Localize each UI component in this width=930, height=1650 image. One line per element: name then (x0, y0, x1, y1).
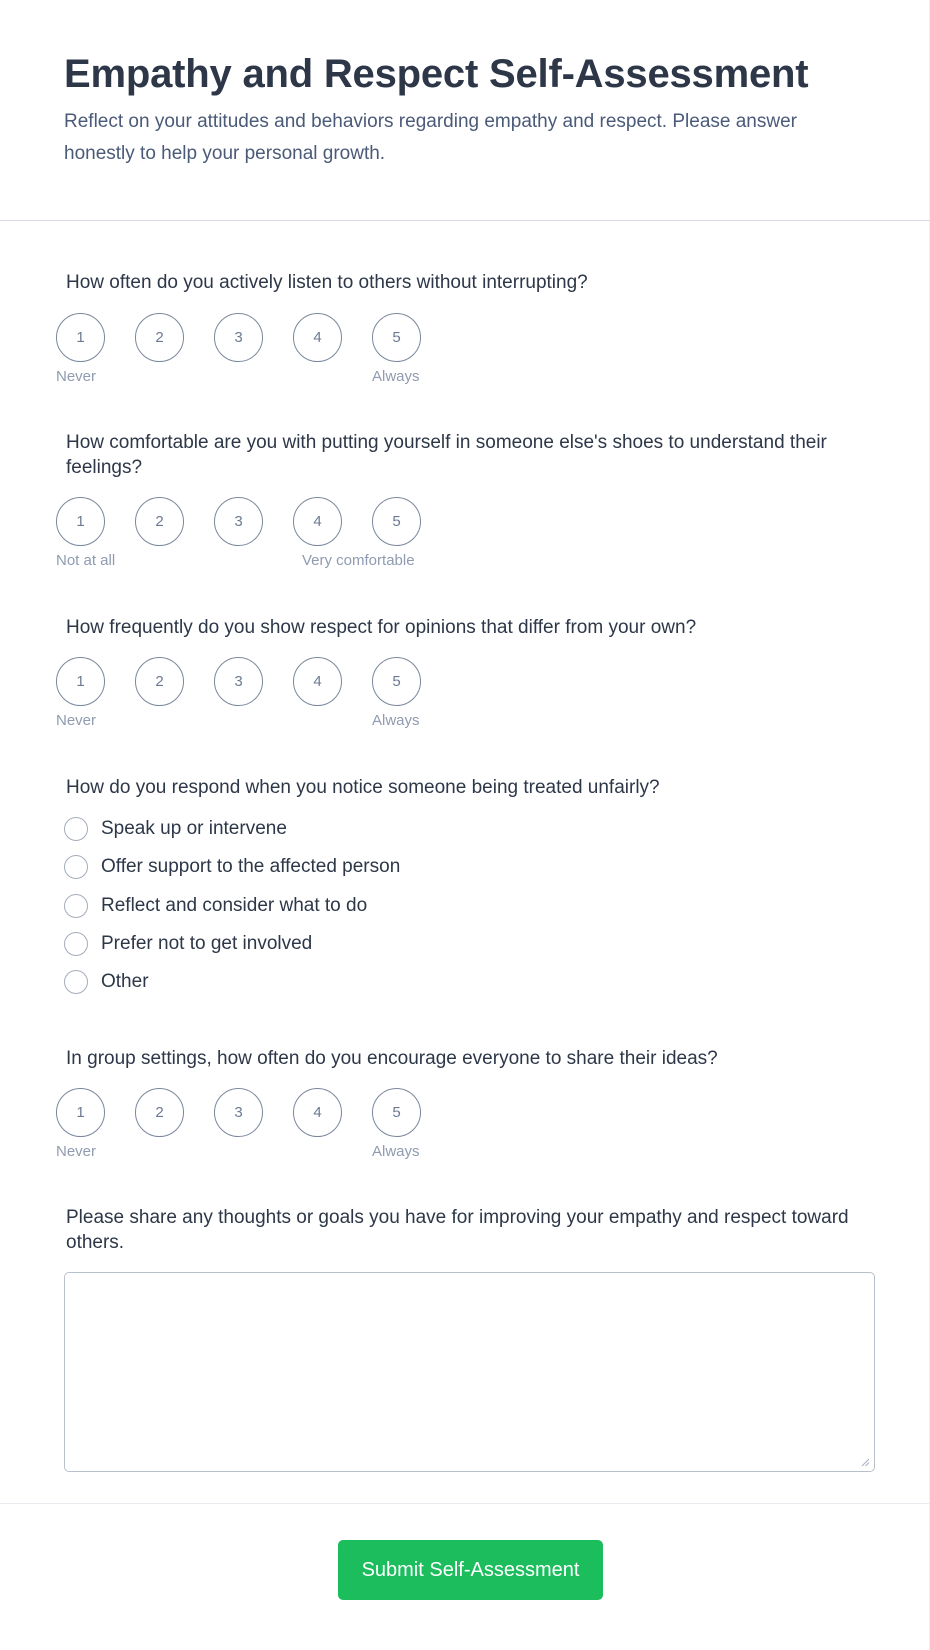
scale-option-4[interactable]: 4 (293, 497, 342, 546)
question-2-scale (56, 497, 436, 577)
scale-option-3[interactable]: 3 (214, 497, 263, 546)
question-1-scale (56, 313, 436, 393)
scale-option-5[interactable]: 5 (372, 657, 421, 706)
scale-option-5[interactable]: 5 (372, 1088, 421, 1137)
radio-label: Reflect and consider what to do (101, 895, 368, 916)
question-6-text: Please share any thoughts or goals you have for improving your empathy and respect toward others. (66, 1207, 849, 1253)
scale-option-2[interactable]: 2 (135, 497, 184, 546)
scale-option-1[interactable]: 1 (56, 313, 105, 362)
radio-button[interactable] (64, 894, 88, 918)
footer-divider (0, 1503, 930, 1504)
scale-option-3[interactable]: 3 (214, 313, 263, 362)
resize-handle-icon[interactable] (860, 1457, 870, 1467)
scale-min-label: Never (56, 712, 97, 729)
form-header (0, 0, 930, 221)
scale-option-2[interactable]: 2 (135, 313, 184, 362)
thoughts-textarea[interactable] (64, 1272, 875, 1472)
radio-button[interactable] (64, 855, 88, 879)
question-5-scale (56, 1088, 436, 1168)
question-1-text: How often do you actively listen to others without interrupting? (66, 272, 588, 293)
radio-button[interactable] (64, 970, 88, 994)
radio-option-reflect[interactable] (64, 893, 367, 919)
scale-min-label: Never (56, 1143, 97, 1160)
question-5-text: In group settings, how often do you encourage everyone to share their ideas? (66, 1048, 718, 1069)
radio-option-not-involved[interactable] (64, 931, 312, 957)
radio-button[interactable] (64, 817, 88, 841)
radio-label: Offer support to the affected person (101, 856, 401, 877)
scale-option-3[interactable]: 3 (214, 1088, 263, 1137)
scale-option-5[interactable]: 5 (372, 313, 421, 362)
scale-max-label: Always (372, 1143, 420, 1160)
scale-option-4[interactable]: 4 (293, 313, 342, 362)
radio-option-offer-support[interactable] (64, 854, 400, 880)
scale-max-label: Always (372, 712, 420, 729)
scale-option-2[interactable]: 2 (135, 1088, 184, 1137)
scale-option-2[interactable]: 2 (135, 657, 184, 706)
scale-option-3[interactable]: 3 (214, 657, 263, 706)
radio-label: Speak up or intervene (101, 818, 287, 839)
radio-label: Other (101, 971, 149, 992)
scale-option-4[interactable]: 4 (293, 1088, 342, 1137)
radio-option-speak-up[interactable] (64, 816, 287, 842)
scale-min-label: Not at all (56, 552, 116, 569)
radio-option-other[interactable] (64, 969, 149, 995)
radio-button[interactable] (64, 932, 88, 956)
submit-button[interactable]: Submit Self-Assessment (338, 1540, 603, 1600)
scale-min-label: Never (56, 368, 97, 385)
scale-option-4[interactable]: 4 (293, 657, 342, 706)
scale-max-label: Always (372, 368, 420, 385)
page-subtitle: Reflect on your attitudes and behaviors regarding empathy and respect. Please answer honestly to help your personal growth. (64, 111, 797, 164)
scale-option-1[interactable]: 1 (56, 1088, 105, 1137)
radio-label: Prefer not to get involved (101, 933, 313, 954)
page-title: Empathy and Respect Self-Assessment (64, 52, 809, 96)
question-3-scale (56, 657, 436, 737)
question-4-text: How do you respond when you notice someone being treated unfairly? (66, 777, 660, 798)
scale-max-label: Very comfortable (302, 552, 415, 569)
question-2-text: How comfortable are you with putting yourself in someone else's shoes to understand their feelings? (66, 432, 827, 478)
question-3-text: How frequently do you show respect for opinions that differ from your own? (66, 617, 697, 638)
scale-option-5[interactable]: 5 (372, 497, 421, 546)
scale-option-1[interactable]: 1 (56, 497, 105, 546)
scale-option-1[interactable]: 1 (56, 657, 105, 706)
